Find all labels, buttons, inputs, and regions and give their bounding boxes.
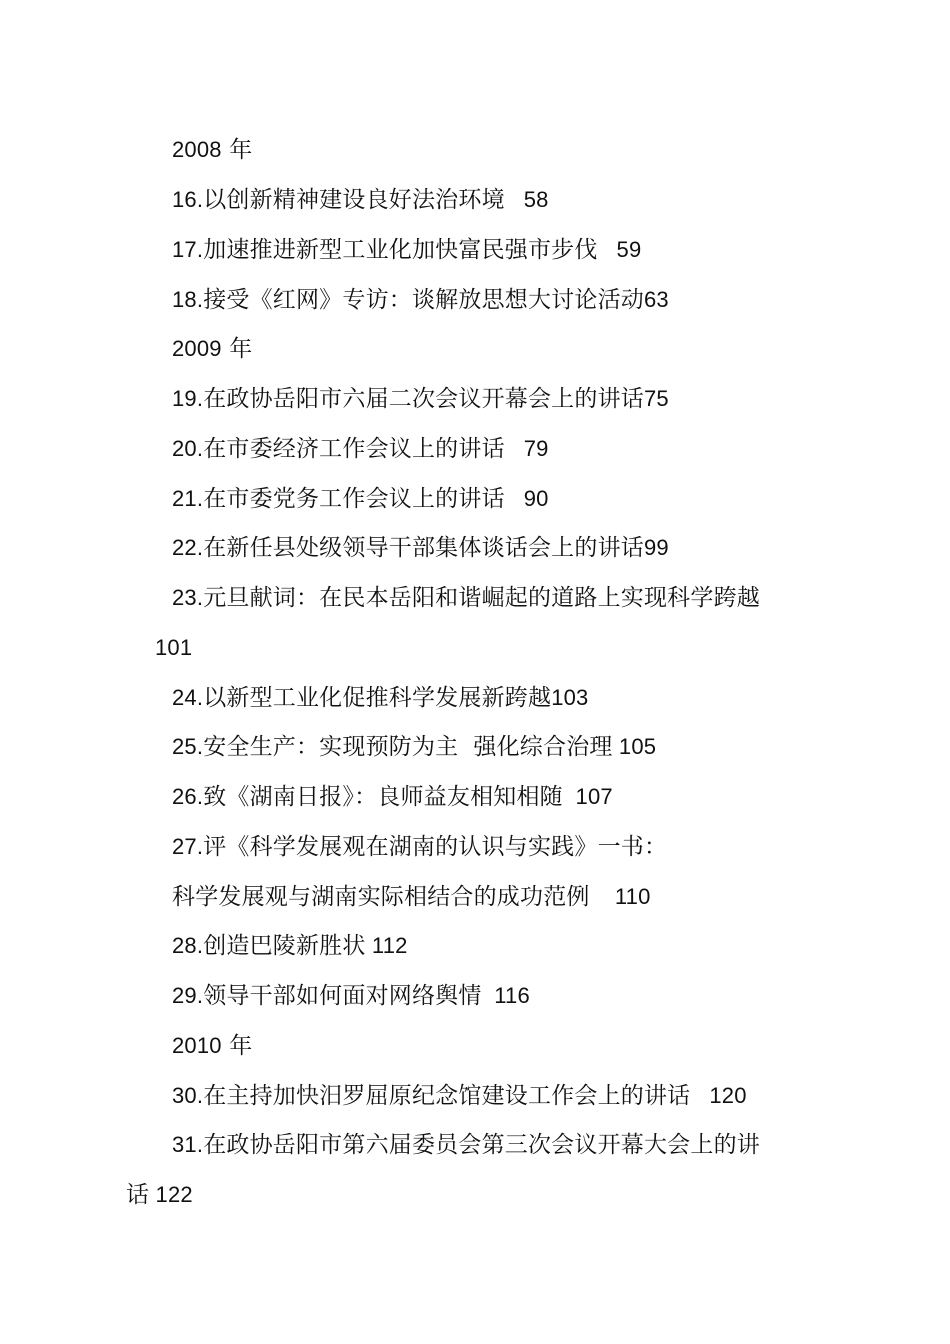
toc-entry-27-subtitle: 科学发展观与湖南实际相结合的成功范例 110 <box>172 884 651 910</box>
toc-entry-22: 22.在新任县处级领导干部集体谈话会上的讲话99 <box>172 535 669 561</box>
toc-entry-21: 21.在市委党务工作会议上的讲话 90 <box>172 486 549 512</box>
toc-entry-31: 31.在政协岳阳市第六届委员会第三次会议开幕大会上的讲 <box>172 1132 760 1158</box>
toc-entry-31-continued: 话 122 <box>126 1182 193 1208</box>
toc-entry-23-page: 101 <box>155 635 193 660</box>
year-heading-2008: 2008 年 <box>172 137 253 163</box>
toc-entry-17: 17.加速推进新型工业化加快富民强市步伐 59 <box>172 237 642 263</box>
toc-entry-29: 29.领导干部如何面对网络舆情 116 <box>172 983 530 1009</box>
toc-entry-24: 24.以新型工业化促推科学发展新跨越103 <box>172 685 589 711</box>
toc-entry-25: 25.安全生产：实现预防为主 强化综合治理 105 <box>172 734 657 760</box>
year-heading-2010: 2010 年 <box>172 1033 253 1059</box>
toc-entry-27: 27.评《科学发展观在湖南的认识与实践》一书： <box>172 834 668 860</box>
toc-entry-16: 16.以创新精神建设良好法治环境 58 <box>172 187 549 213</box>
toc-entry-20: 20.在市委经济工作会议上的讲话 79 <box>172 436 549 462</box>
toc-entry-23: 23.元旦献词：在民本岳阳和谐崛起的道路上实现科学跨越 <box>172 585 760 611</box>
year-heading-2009: 2009 年 <box>172 336 253 362</box>
toc-entry-19: 19.在政协岳阳市六届二次会议开幕会上的讲话75 <box>172 386 669 412</box>
toc-entry-26: 26.致《湖南日报》：良师益友相知相随 107 <box>172 784 613 810</box>
toc-entry-18: 18.接受《红网》专访：谈解放思想大讨论活动63 <box>172 287 669 313</box>
toc-entry-28: 28.创造巴陵新胜状 112 <box>172 933 408 959</box>
toc-entry-30: 30.在主持加快汨罗屈原纪念馆建设工作会上的讲话 120 <box>172 1083 747 1109</box>
